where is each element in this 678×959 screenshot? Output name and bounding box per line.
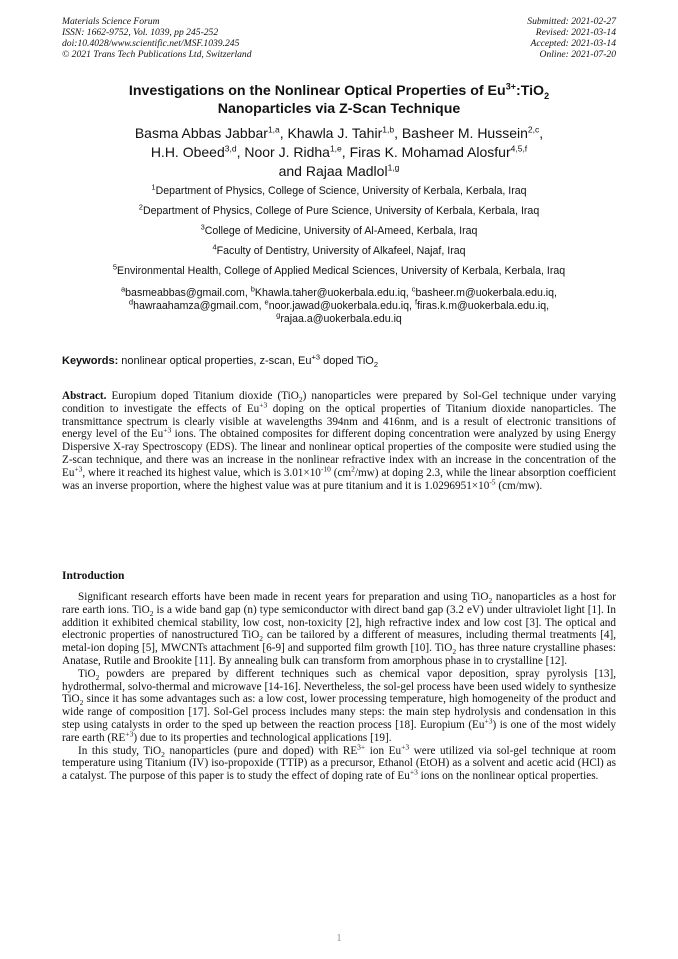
dates-header <box>527 16 616 60</box>
submitted-date: Submitted: 2021-02-27 <box>527 16 616 27</box>
paragraph-text: since it has some advantages such as: a low cost, lower processing temperature, high homogeneity of the product and wide range of composition [17]. Sol-Gel process includes many steps: the main step hydrolysis and condensation in this step using catalysts in order to the sped up between the reaction process [18]. Europium (Eu <box>62 693 616 731</box>
revised-date: Revised: 2021-03-14 <box>535 27 616 38</box>
author-and: and <box>278 163 306 179</box>
affiliation-text: Department of Physics, College of Science, University of Kerbala, Kerbala, Iraq <box>155 185 527 197</box>
paragraph-text: has three nature crystalline phases: Anatase, Rutile and Brookite [11]. By annealing bulk can transform from amorphous phase in to crystalline [12]. <box>62 642 616 667</box>
keywords-label: Keywords: <box>62 355 119 367</box>
abstract-sup: -5 <box>489 476 496 486</box>
title-part1: Investigations on the Nonlinear Optical Properties of Eu <box>128 83 506 99</box>
email-link[interactable]: rajaa.a@uokerbala.edu.iq <box>280 313 402 325</box>
keywords-text: nonlinear optical properties, z-scan, Eu <box>118 355 312 367</box>
paragraph-sub: 2 <box>149 609 154 619</box>
keywords-sup: +3 <box>311 352 321 362</box>
keywords <box>62 352 616 370</box>
abstract-sup: +3 <box>74 464 83 474</box>
paragraph-sup: +3 <box>409 767 418 777</box>
author-affil: 1,e <box>329 143 342 154</box>
author-sep: , <box>394 125 402 141</box>
email-letter: d <box>128 297 134 307</box>
abstract-text: (cm/mw). <box>495 479 543 492</box>
paragraph-sup: +3 <box>484 716 493 726</box>
author-sep: , <box>341 144 350 160</box>
paragraph-text: powders are prepared by different techniques such as chemical vapor deposition, spray pyrolysis [13], hydrothermal, solvo-thermal and microwave [14-16]. Nevertheless, the sol-gel process have been used widely to synthesize TiO <box>62 667 616 706</box>
accepted-date: Accepted: 2021-03-14 <box>530 38 616 49</box>
author-affil: 1,b <box>382 124 395 135</box>
abstract-text: Europium doped Titanium dioxide (TiO <box>106 390 299 402</box>
paragraph-sub: 2 <box>95 673 100 683</box>
abstract-sup: +3 <box>259 400 268 410</box>
email-letter: c <box>411 284 416 294</box>
abstract <box>62 390 616 492</box>
paragraph-text: In this study, TiO <box>78 744 162 757</box>
affiliation-text: Environmental Health, College of Applied Medical Sciences, University of Kerbala, Kerbala, Iraq <box>117 265 566 277</box>
paragraph-text: ion Eu <box>365 744 402 757</box>
author-name: Firas K. Mohamad Alosfur <box>349 144 511 160</box>
author-name: Basheer M. Hussein <box>401 125 528 141</box>
affiliation-text: Department of Physics, College of Pure Science, University of Kerbala, Kerbala, Iraq <box>142 205 540 217</box>
journal-header <box>62 16 252 60</box>
abstract-text: doping on the optical properties of Titanium dioxide nanoparticles. The transmittance spectrum is clearly visible at wavelengths 394nm and 416nm, and is a result of electronic transitions of energy level of the Eu <box>62 402 616 441</box>
paragraph-sub: 2 <box>161 749 165 759</box>
paragraph-text: ions on the nonlinear optical properties. <box>417 770 599 783</box>
paragraph-sup: +3 <box>125 729 134 739</box>
abstract-text: ) nanoparticles were prepared by Sol-Gel technique under varying condition to investigate the effects of Eu <box>62 390 617 415</box>
author-affil: 3,d <box>224 143 237 154</box>
author-name: Khawla J. Tahir <box>287 125 383 141</box>
affiliation-text: College of Medicine, University of Al-Ameed, Kerbala, Iraq <box>204 225 478 237</box>
title-sup: 3+ <box>505 81 516 92</box>
email-letter: g <box>276 310 281 320</box>
journal-issn: ISSN: 1662-9752, Vol. 1039, pp 245-252 <box>62 27 219 38</box>
paragraph-text: Significant research efforts have been made in recent years for preparation and using TiO <box>78 591 489 603</box>
affiliation-number: 1 <box>151 182 156 192</box>
paragraph-sub: 2 <box>452 647 457 657</box>
page-number: 1 <box>336 933 342 944</box>
abstract-text: , where it reached its highest value, which is 3.01×10 <box>82 466 321 479</box>
email-letter: e <box>264 297 269 307</box>
author-name: Rajaa Madlol <box>305 163 388 179</box>
title-part2: :TiO <box>515 83 545 99</box>
paragraph-text: ) due to its properties and technological applications [19]. <box>133 731 392 744</box>
paragraph-text: is a wide band gap (n) type semiconductor with direct band gap (3.2 eV) under ultraviolet light [1]. In addition it exhibited chemical stability, low cost, non-toxicity [2], high refractive index and low cost [3]. The optical and electronic properties of nanostructured TiO <box>62 603 616 642</box>
author-name: H.H. Obeed <box>150 144 225 160</box>
paper-title <box>62 82 616 118</box>
email-link[interactable]: noor.jawad@uokerbala.edu.iq <box>268 300 410 312</box>
author-name: Basma Abbas Jabbar <box>134 125 268 141</box>
affiliations <box>62 182 616 326</box>
online-date: Online: 2021-07-20 <box>539 49 616 60</box>
paragraph <box>62 668 616 745</box>
author-sep: , <box>539 125 544 141</box>
affiliation-number: 3 <box>200 222 205 232</box>
author-name: Noor J. Ridha <box>244 144 330 160</box>
abstract-sup: -10 <box>320 464 331 474</box>
paragraph-text: nanoparticles as a host for rare earth ions. TiO <box>62 591 616 616</box>
abstract-label: Abstract. <box>62 390 107 402</box>
affiliation-item <box>62 182 616 198</box>
author-affil: 1,g <box>387 162 400 173</box>
email-letter: a <box>120 284 126 294</box>
abstract-sup: +3 <box>163 425 172 435</box>
paragraph-sup: 3+ <box>357 741 366 751</box>
paragraph <box>62 591 616 668</box>
affiliation-item <box>62 262 616 278</box>
author-affil: 1,a <box>267 124 280 135</box>
keywords-sub: 2 <box>373 360 379 370</box>
affiliation-number: 5 <box>112 262 118 272</box>
paragraph-sub: 2 <box>488 596 493 606</box>
keywords-text: doped TiO <box>320 355 374 367</box>
abstract-sub: 2 <box>298 395 303 405</box>
affiliation-number: 4 <box>212 242 217 252</box>
affiliation-item <box>62 202 616 218</box>
email-list: $^a$basmeabbas@gmail.com, $^b$Khawla.taher@uokerbala.edu.iq, $^c$basheer.m@uokerbala.edu.iq, $^d$hawraahamza@gmail.com, $^e$noor.jawad@uokerbala.edu.iq, $^f$firas.k.m@uokerbala.edu.iq, $^g$rajaa.a@uokerbala.edu.iq <box>120 284 557 325</box>
paragraph-sub: 2 <box>79 698 84 708</box>
affiliation-text: Faculty of Dentistry, University of Alkafeel, Najaf, Iraq <box>216 245 466 257</box>
paragraph <box>62 741 616 783</box>
title-sub: 2 <box>544 90 550 101</box>
paragraph-text: TiO <box>78 667 96 680</box>
paragraph-sub: 2 <box>259 634 264 644</box>
paragraph-text: nanoparticles (pure and doped) with RE <box>164 744 358 757</box>
abstract-sup: 2 <box>351 464 355 474</box>
journal-name: Materials Science Forum <box>62 16 160 27</box>
email-link[interactable]: basmeabbas@gmail.com <box>125 287 245 299</box>
abstract-text: ions. The obtained composites for different doping concentration were analyzed by using Energy Dispersive X-ray Spectroscopy (EDS). The linear and nonlinear optical properties of the composite were studied using the Z-scan technique, and there was an increase in the nonlinear refractive index with an increase in the concentration of the Eu <box>62 428 616 479</box>
paragraph-text: were utilized via sol-gel technique at room temperature using Titanium (IV) iso-propoxide (TTIP) as a precursor, Ethanol (EtOH) as a solvent and acetic acid (HCl) as a catalyst. The purpose of this paper is to study the effect of doping rate of Eu <box>62 744 616 783</box>
paragraph-text: ) is one of the most widely rare earth (RE <box>62 718 616 744</box>
author-sep: , <box>236 144 245 160</box>
author-list <box>62 124 616 181</box>
affiliation-number: 2 <box>138 202 143 212</box>
affiliation-item <box>62 242 616 258</box>
email-link[interactable]: Khawla.taher@uokerbala.edu.iq <box>254 287 406 299</box>
abstract-text: /mw) at doping 2.3, while the linear absorption coefficient was an inverse proportion, where the highest value was at pure titanium and it is 1.0296951×10 <box>62 466 616 492</box>
email-link[interactable]: hawraahamza@gmail.com <box>133 300 259 312</box>
author-affil: 2,c <box>527 124 540 135</box>
journal-copyright: © 2021 Trans Tech Publications Ltd, Switzerland <box>62 49 252 60</box>
email-link[interactable]: firas.k.m@uokerbala.edu.iq <box>417 300 547 312</box>
journal-doi: doi:10.4028/www.scientific.net/MSF.1039.245 <box>62 38 240 49</box>
affiliation-item <box>62 222 616 238</box>
author-affil: 4,5,f <box>510 143 528 154</box>
introduction-body <box>62 591 616 783</box>
abstract-text: (cm <box>330 466 352 479</box>
section-heading: Introduction <box>62 570 125 582</box>
email-letter: f <box>414 297 418 307</box>
paragraph-text: can be tailored by a different of measures, including thermal treatments [4], metal-ion doping [5], MWCNTs attachment [6-9] and supported film growth [10]. TiO <box>62 629 616 655</box>
author-sep: , <box>279 125 288 141</box>
email-letter: b <box>250 284 255 294</box>
paragraph-sup: +3 <box>401 741 410 751</box>
email-link[interactable]: basheer.m@uokerbala.edu.iq <box>415 287 555 299</box>
title-line2: Nanoparticles via Z-Scan Technique <box>217 101 461 117</box>
